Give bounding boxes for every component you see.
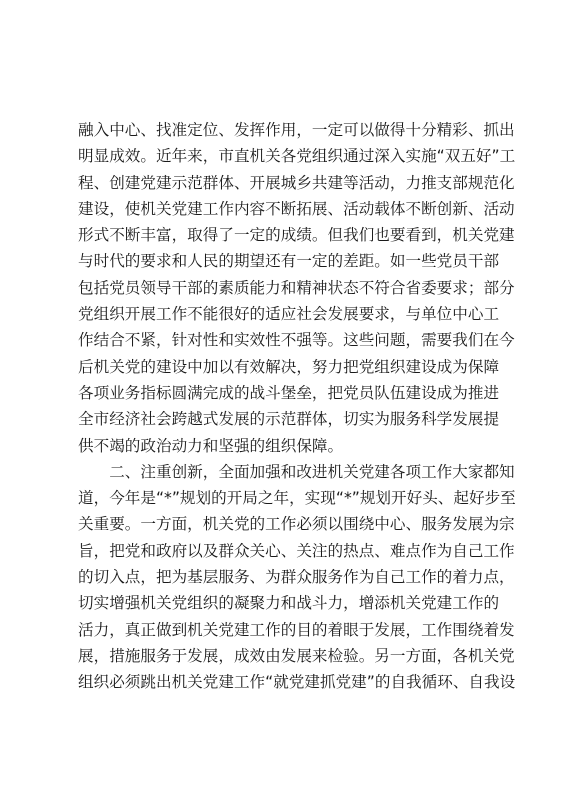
text-line: 各项业务指标圆满完成的战斗堡垒，把党员队伍建设成为推进 <box>78 383 500 402</box>
text-line: 融入中心、找准定位、发挥作用，一定可以做得十分精彩、抓出 <box>78 121 515 139</box>
text-line: 与时代的要求和人民的期望还有一定的差距。如一些党员干部 <box>78 252 500 271</box>
text-line: 组织必须跳出机关党建工作“就党建抓党建”的自我循环、自我设 <box>78 673 516 692</box>
text-line: 切实增强机关党组织的凝聚力和战斗力，增添机关党建工作的 <box>78 594 500 613</box>
text-line: 包括党员领导干部的素质能力和精神状态不符合省委要求；部分 <box>78 278 515 297</box>
text-line: 的切入点，把为基层服务、为群众服务作为自己工作的着力点， <box>78 568 515 587</box>
body-text <box>78 117 516 696</box>
text-line: 形式不断丰富，取得了一定的成绩。但我们也要看到，机关党建 <box>78 226 515 245</box>
text-line: 全市经济社会跨越式发展的示范群体，切实为服务科学发展提 <box>78 410 500 429</box>
section-heading-line: 二、注重创新，全面加强和改进机关党建各项工作大家都知 <box>78 462 515 481</box>
text-line: 旨，把党和政府以及群众关心、关注的热点、难点作为自己工作 <box>78 541 515 560</box>
text-line: 党组织开展工作不能很好的适应社会发展要求，与单位中心工 <box>78 305 500 324</box>
text-line: 作结合不紧，针对性和实效性不强等。这些问题，需要我们在今 <box>78 331 515 350</box>
text-line: 道，今年是“*”规划的开局之年，实现“*”规划开好头、起好步至 <box>78 489 516 508</box>
text-line: 程、创建党建示范群体、开展城乡共建等活动，力推支部规范化 <box>78 173 515 192</box>
text-line: 建设，使机关党建工作内容不断拓展、活动载体不断创新、活动 <box>78 199 515 218</box>
text-line: 活力，真正做到机关党建工作的目的着眼于发展，工作围绕着发 <box>78 620 515 639</box>
text-line: 供不竭的政治动力和坚强的组织保障。 <box>78 436 344 455</box>
text-line: 展，措施服务于发展，成效由发展来检验。另一方面，各机关党 <box>78 646 515 665</box>
text-line: 明显成效。近年来，市直机关各党组织通过深入实施“双五好”工 <box>78 147 516 166</box>
text-line: 关重要。一方面，机关党的工作必须以围绕中心、服务发展为宗 <box>78 515 515 534</box>
text-line: 后机关党的建设中加以有效解决，努力把党组织建设成为保障 <box>78 357 500 376</box>
